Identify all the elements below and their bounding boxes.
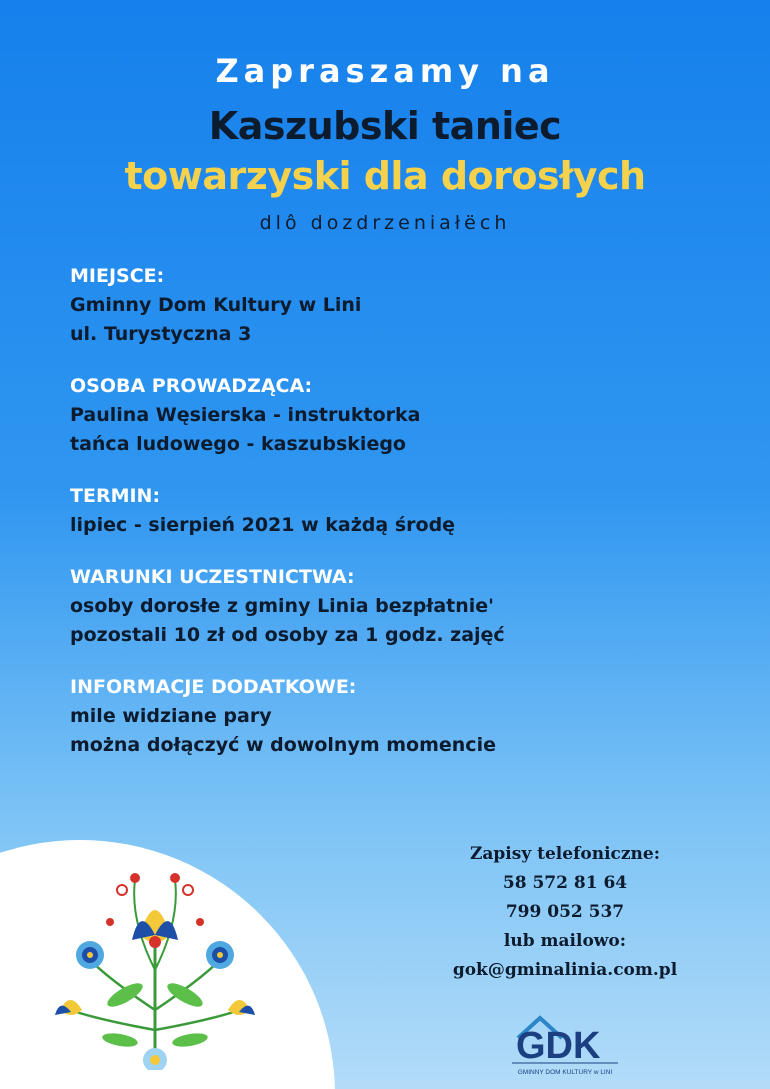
contact-mail-label: lub mailowo: — [503, 931, 627, 951]
contact-phone-1[interactable]: 58 572 81 64 — [502, 873, 628, 893]
section-heading: TERMIN: — [70, 485, 161, 507]
title-line-2: Kaszubski taniec — [208, 104, 562, 148]
subtitle-kashubian: dlô dozdrzeniałëch — [259, 212, 511, 234]
section-heading: INFORMACJE DODATKOWE: — [70, 676, 357, 698]
section-conditions — [70, 563, 690, 650]
section-instructor — [70, 372, 690, 459]
title-line-3: towarzyski dla dorosłych — [124, 154, 646, 198]
section-date — [70, 482, 690, 540]
section-line: ul. Turystyczna 3 — [70, 323, 252, 345]
section-line: można dołączyć w dowolnym momencie — [70, 734, 496, 756]
section-line: mile widziane pary — [70, 705, 272, 727]
title-line-1: Zapraszamy na — [215, 52, 555, 90]
section-line: lipiec - sierpień 2021 w każdą środę — [70, 514, 456, 536]
contact-phone-2[interactable]: 799 052 537 — [505, 902, 625, 922]
section-line: osoby dorosłe z gminy Linia bezpłatnie' — [70, 595, 495, 617]
section-line: Gminny Dom Kultury w Lini — [70, 294, 362, 316]
kashubian-flower-icon — [40, 860, 270, 1070]
section-heading: WARUNKI UCZESTNICTWA: — [70, 566, 355, 588]
info-sections — [70, 262, 690, 783]
logo-text: GDK — [516, 1025, 601, 1067]
logo-subtitle: GMINNY DOM KULTURY w LINI — [517, 1069, 613, 1076]
section-line: Paulina Węsierska - instruktorka — [70, 404, 421, 426]
section-additional-info — [70, 673, 690, 760]
contact-block — [440, 840, 690, 985]
section-line: tańca ludowego - kaszubskiego — [70, 433, 406, 455]
section-heading: OSOBA PROWADZĄCA: — [70, 375, 313, 397]
section-heading: MIEJSCE: — [70, 265, 165, 287]
gdk-logo — [510, 1008, 620, 1078]
section-line: pozostali 10 zł od osoby za 1 godz. zajęć — [70, 624, 505, 646]
contact-phone-label: Zapisy telefoniczne: — [469, 844, 660, 864]
section-place — [70, 262, 690, 349]
contact-email-link[interactable]: gok@gminalinia.com.pl — [452, 960, 678, 980]
